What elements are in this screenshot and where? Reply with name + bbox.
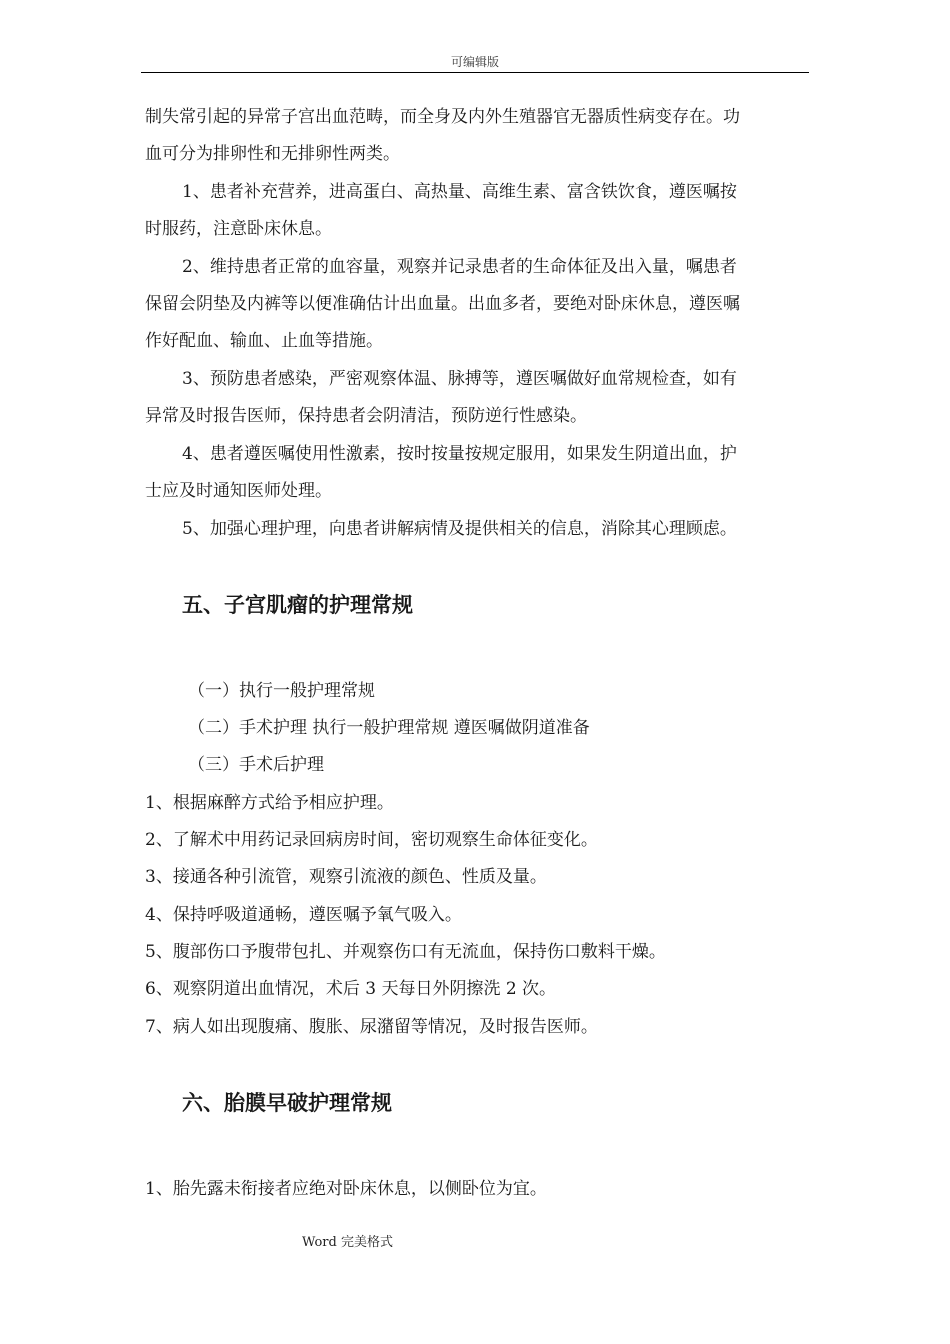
section-5-item-7: 7、病人如出现腹痛、腹胀、尿潴留等情况，及时报告医师。: [145, 1017, 598, 1037]
header-text: 可编辑版: [450, 55, 499, 69]
list-item-1-line-1: 1、患者补充营养，进高蛋白、高热量、高维生素、富含铁饮食，遵医嘱按: [182, 182, 737, 202]
section-5-sub-2: （二）手术护理 执行一般护理常规 遵医嘱做阴道准备: [188, 718, 590, 738]
list-item-3-line-2: 异常及时报告医师，保持患者会阴清洁，预防逆行性感染。: [145, 406, 587, 426]
section-6-item-1: 1、胎先露未衔接者应绝对卧床休息，以侧卧位为宜。: [145, 1179, 547, 1199]
list-item-4-line-1: 4、患者遵医嘱使用性激素，按时按量按规定服用，如果发生阴道出血，护: [182, 444, 737, 464]
section-5-item-1: 1、根据麻醉方式给予相应护理。: [145, 793, 394, 813]
section-5-title: 五、子宫肌瘤的护理常规: [182, 593, 413, 617]
list-item-2-line-2: 保留会阴垫及内裤等以便准确估计出血量。出血多者，要绝对卧床休息，遵医嘱: [145, 294, 740, 314]
list-item-3-line-1: 3、预防患者感染，严密观察体温、脉搏等，遵医嘱做好血常规检查，如有: [182, 369, 737, 389]
page-header: [141, 54, 809, 73]
section-6-title: 六、胎膜早破护理常规: [182, 1091, 392, 1115]
list-item-5-line-1: 5、加强心理护理，向患者讲解病情及提供相关的信息，消除其心理顾虑。: [182, 519, 737, 539]
section-5-sub-3: （三）手术后护理: [188, 755, 324, 775]
footer-text: Word 完美格式: [302, 1235, 393, 1250]
section-5-item-4: 4、保持呼吸道通畅，遵医嘱予氧气吸入。: [145, 905, 462, 925]
section-5-item-2: 2、了解术中用药记录回病房时间，密切观察生命体征变化。: [145, 830, 598, 850]
page-footer: [302, 1234, 393, 1252]
list-item-2-line-3: 作好配血、输血、止血等措施。: [145, 331, 383, 351]
list-item-4-line-2: 士应及时通知医师处理。: [145, 481, 332, 501]
list-item-2-line-1: 2、维持患者正常的血容量，观察并记录患者的生命体征及出入量，嘱患者: [182, 257, 737, 277]
intro-line-2: 血可分为排卵性和无排卵性两类。: [145, 144, 400, 164]
intro-line-1: 制失常引起的异常子宫出血范畴，而全身及内外生殖器官无器质性病变存在。功: [145, 107, 740, 127]
section-5-item-5: 5、腹部伤口予腹带包扎、并观察伤口有无流血，保持伤口敷料干燥。: [145, 942, 666, 962]
section-5-item-6: 6、观察阴道出血情况，术后 3 天每日外阴擦洗 2 次。: [145, 979, 557, 999]
section-5-item-3: 3、接通各种引流管，观察引流液的颜色、性质及量。: [145, 867, 547, 887]
section-5-sub-1: （一）执行一般护理常规: [188, 681, 375, 701]
list-item-1-line-2: 时服药，注意卧床休息。: [145, 219, 332, 239]
